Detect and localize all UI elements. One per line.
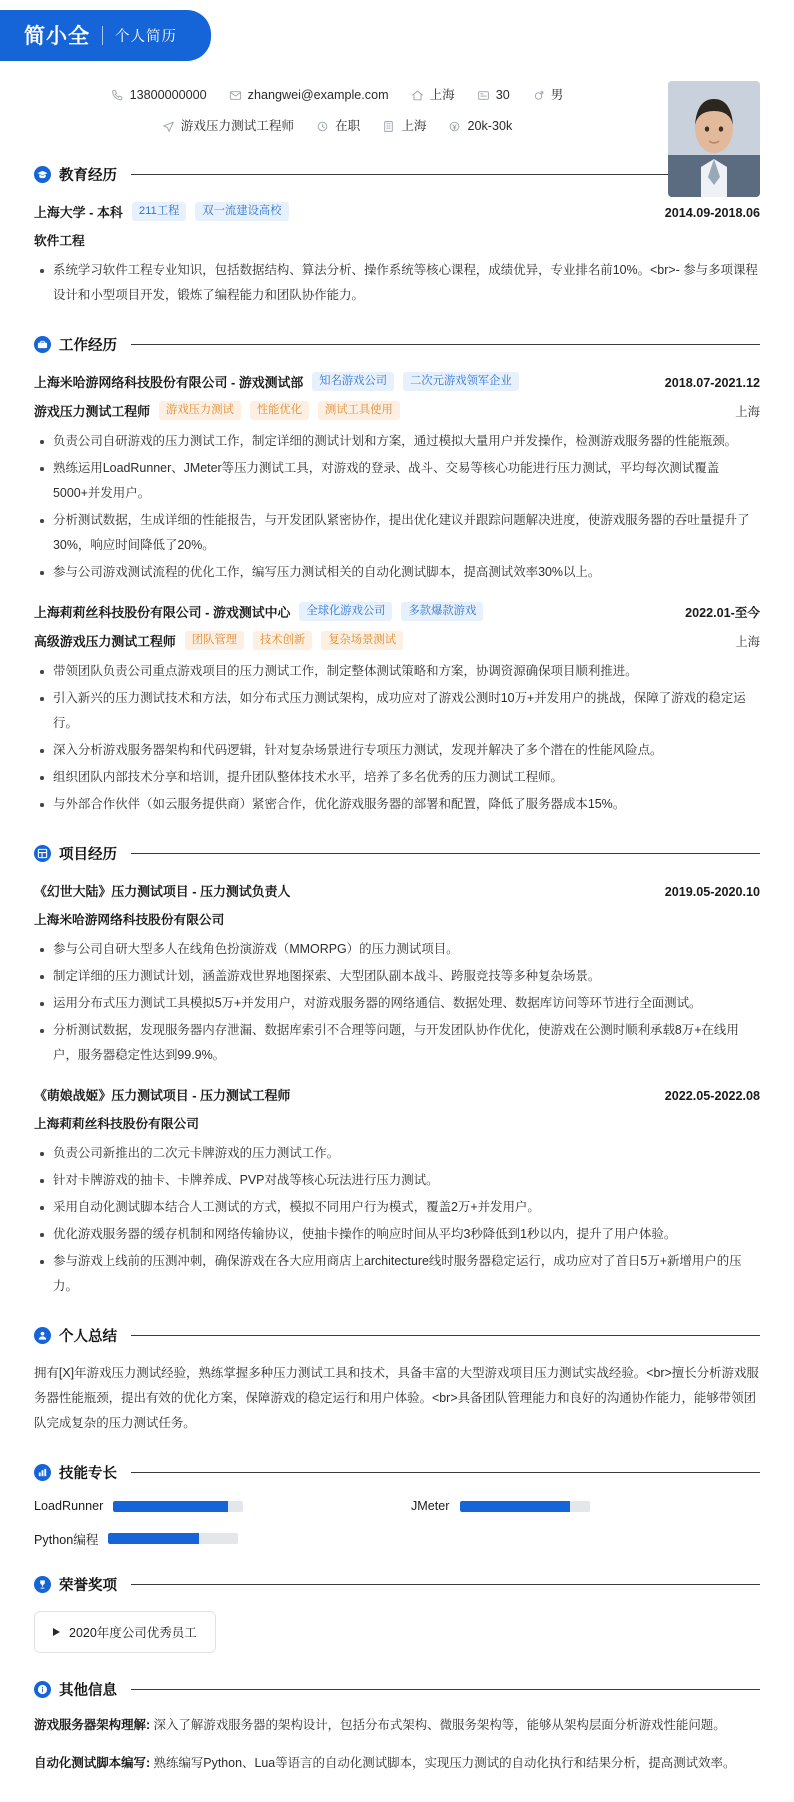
entry-left bbox=[34, 631, 403, 650]
contact-value: 上海 bbox=[429, 88, 455, 102]
entry-date: 2022.01-至今 bbox=[685, 606, 760, 620]
section-title-skills: 技能专长 bbox=[59, 1466, 117, 1482]
tag: 游戏压力测试 bbox=[159, 401, 241, 420]
section-work bbox=[0, 334, 794, 817]
section-other bbox=[0, 1679, 794, 1776]
entry-date: 2022.05-2022.08 bbox=[664, 1089, 760, 1103]
bullet-item: 组织团队内部技术分享和培训，提升团队整体技术水平，培养了多名优秀的压力测试工程师。 bbox=[34, 765, 760, 790]
section-project bbox=[0, 843, 794, 1299]
bullet-item: 负责公司自研游戏的压力测试工作，制定详细的测试计划和方案，通过模拟大量用户并发操作，检测游戏服务器的性能瓶颈。 bbox=[34, 429, 760, 454]
contact-value: 13800000000 bbox=[129, 88, 207, 102]
bullet-item: 分析测试数据，发现服务器内存泄漏、数据库索引不合理等问题，与开发团队协作优化，使游戏在公测时顺利承载8万+在线用户，服务器稳定性达到99.9%。 bbox=[34, 1018, 760, 1068]
bullet-item: 系统学习软件工程专业知识，包括数据结构、算法分析、操作系统等核心课程，成绩优异，专业排名前10%。<br>- 参与多项课程设计和小型项目开发，锻炼了编程能力和团队协作能力。 bbox=[34, 258, 760, 308]
contact-value: 男 bbox=[550, 88, 564, 102]
contact-item-phone bbox=[111, 83, 207, 107]
phone-icon bbox=[111, 89, 124, 102]
skill-progress-track bbox=[460, 1501, 590, 1512]
skill-name: Python编程 bbox=[34, 1533, 99, 1547]
skill-progress-track bbox=[113, 1501, 243, 1512]
money-icon bbox=[448, 120, 461, 133]
education-major: 软件工程 bbox=[34, 234, 85, 248]
bullet-item: 负责公司新推出的二次元卡牌游戏的压力测试工作。 bbox=[34, 1141, 760, 1166]
contact-value: 30 bbox=[495, 88, 510, 102]
bullet-item: 引入新兴的压力测试技术和方法，如分布式压力测试架构，成功应对了游戏公测时10万+并发用户的挑战，保障了游戏的稳定运行。 bbox=[34, 686, 760, 736]
skill-item bbox=[411, 1499, 760, 1513]
info-icon bbox=[34, 1681, 51, 1698]
education-entry bbox=[34, 202, 760, 308]
tag: 多款爆款游戏 bbox=[401, 602, 483, 621]
section-header-education bbox=[34, 164, 760, 185]
project-company: 上海米哈游网络科技股份有限公司 bbox=[34, 913, 225, 927]
award-card[interactable] bbox=[34, 1611, 216, 1653]
entry-date: 2018.07-2021.12 bbox=[664, 376, 760, 390]
tag: 双一流建设高校 bbox=[195, 202, 288, 221]
bullet-item: 针对卡牌游戏的抽卡、卡牌养成、PVP对战等核心玩法进行压力测试。 bbox=[34, 1168, 760, 1193]
contact-item-home bbox=[411, 83, 455, 107]
bullet-item: 深入分析游戏服务器架构和代码逻辑，针对复杂场景进行专项压力测试，发现并解决了多个潜在的性能风险点。 bbox=[34, 738, 760, 763]
entry-date: 2019.05-2020.10 bbox=[664, 885, 760, 899]
tag: 211工程 bbox=[132, 202, 187, 221]
section-awards bbox=[0, 1574, 794, 1653]
section-rule bbox=[131, 1335, 760, 1336]
bullet-item: 与外部合作伙伴（如云服务提供商）紧密合作，优化游戏服务器的部署和配置，降低了服务器成本15%。 bbox=[34, 792, 760, 817]
project-icon bbox=[34, 845, 51, 862]
contact-item-money bbox=[448, 114, 512, 138]
skill-progress-fill bbox=[460, 1501, 571, 1512]
contact-item-paper-plane bbox=[162, 114, 294, 138]
entry-header-row bbox=[34, 202, 760, 221]
project-entry bbox=[34, 1085, 760, 1299]
tag: 性能优化 bbox=[250, 401, 309, 420]
other-info-value: 深入了解游戏服务器的架构设计，包括分布式架构、微服务架构等，能够从架构层面分析游戏性能问题。 bbox=[150, 1718, 726, 1732]
award-card-list bbox=[34, 1611, 760, 1653]
entry-left bbox=[34, 1085, 290, 1104]
candidate-name: 简小全 bbox=[24, 25, 90, 48]
section-header-work bbox=[34, 334, 760, 355]
contact-line-2 bbox=[34, 114, 640, 138]
bullet-item: 采用自动化测试脚本结合人工测试的方式，模拟不同用户行为模式，覆盖2万+并发用户。 bbox=[34, 1195, 760, 1220]
section-header-summary bbox=[34, 1325, 760, 1346]
section-rule bbox=[131, 853, 760, 854]
summary-text: 拥有[X]年游戏压力测试经验，熟练掌握多种压力测试工具和技术，具备丰富的大型游戏项目压力测试实战经验。<br>擅长分析游戏服务器性能瓶颈，提出有效的优化方案，保障游戏的稳定运行和用户体验。<br>具备团队管理能力和良好的沟通协作能力，能够带领团队完成复杂的压力测试任务。 bbox=[34, 1366, 759, 1430]
contact-line-1 bbox=[34, 83, 640, 107]
entry-date: 2014.09-2018.06 bbox=[664, 206, 760, 220]
tag: 全球化游戏公司 bbox=[299, 602, 392, 621]
section-summary bbox=[0, 1325, 794, 1436]
work-position-title: 高级游戏压力测试工程师 bbox=[34, 634, 176, 649]
section-rule bbox=[131, 1584, 760, 1585]
id-card-icon bbox=[477, 89, 490, 102]
section-header-awards bbox=[34, 1574, 760, 1595]
paper-plane-icon bbox=[162, 120, 175, 133]
award-label: 2020年度公司优秀员工 bbox=[69, 1626, 197, 1640]
bullet-item: 参与公司自研大型多人在线角色扮演游戏（MMORPG）的压力测试项目。 bbox=[34, 937, 760, 962]
tag: 复杂场景测试 bbox=[321, 631, 403, 650]
gender-icon bbox=[532, 89, 545, 102]
bullet-item: 带领团队负责公司重点游戏项目的压力测试工作，制定整体测试策略和方案，协调资源确保项目顺利推进。 bbox=[34, 659, 760, 684]
bullet-list bbox=[34, 1141, 760, 1299]
tag: 团队管理 bbox=[185, 631, 244, 650]
work-entry-list bbox=[34, 372, 760, 817]
skill-name: LoadRunner bbox=[34, 1499, 104, 1513]
work-location: 上海 bbox=[735, 634, 760, 649]
entry-left bbox=[34, 602, 483, 621]
contact-item-email bbox=[229, 83, 389, 107]
skill-progress-fill bbox=[108, 1533, 199, 1544]
section-title-summary: 个人总结 bbox=[59, 1329, 117, 1345]
bullet-list bbox=[34, 659, 760, 817]
bullet-item: 运用分布式压力测试工具模拟5万+并发用户，对游戏服务器的网络通信、数据处理、数据库访问等环节进行全面测试。 bbox=[34, 991, 760, 1016]
home-icon bbox=[411, 89, 424, 102]
play-triangle-icon bbox=[53, 1628, 60, 1636]
entry-header-row bbox=[34, 881, 760, 900]
resume-name-badge bbox=[0, 10, 211, 61]
project-entry-list bbox=[34, 881, 760, 1299]
section-title-education: 教育经历 bbox=[59, 168, 117, 184]
section-title-project: 项目经历 bbox=[59, 847, 117, 863]
section-header-other bbox=[34, 1679, 760, 1700]
entry-header-row bbox=[34, 372, 760, 391]
entry-title: 《萌娘战姬》压力测试项目 - 压力测试工程师 bbox=[34, 1088, 291, 1103]
tag: 测试工具使用 bbox=[318, 401, 400, 420]
work-position-row bbox=[34, 401, 760, 420]
badge-divider bbox=[102, 26, 103, 45]
entry-left bbox=[34, 372, 519, 391]
section-rule bbox=[131, 1472, 760, 1473]
bullet-item: 制定详细的压力测试计划，涵盖游戏世界地图探索、大型团队副本战斗、跨服竞技等多种复杂场景。 bbox=[34, 964, 760, 989]
entry-left bbox=[34, 401, 400, 420]
other-info-list bbox=[34, 1713, 760, 1776]
section-header-project bbox=[34, 843, 760, 864]
work-entry bbox=[34, 602, 760, 817]
contact-value: zhangwei@example.com bbox=[247, 88, 389, 102]
entry-header-row bbox=[34, 1085, 760, 1104]
section-header-skills bbox=[34, 1462, 760, 1483]
work-position-title: 游戏压力测试工程师 bbox=[34, 404, 151, 419]
entry-title: 《幻世大陆》压力测试项目 - 压力测试负责人 bbox=[34, 884, 291, 899]
entry-left bbox=[34, 881, 290, 900]
contact-item-building bbox=[382, 114, 426, 138]
contact-value: 20k-30k bbox=[467, 119, 513, 133]
entry-title: 上海米哈游网络科技股份有限公司 - 游戏测试部 bbox=[34, 375, 304, 390]
section-rule bbox=[131, 1689, 760, 1690]
other-info-value: 熟练编写Python、Lua等语言的自动化测试脚本，实现压力测试的自动化执行和结果分析，提高测试效率。 bbox=[150, 1756, 736, 1770]
section-title-other: 其他信息 bbox=[59, 1683, 117, 1699]
bullet-item: 熟练运用LoadRunner、JMeter等压力测试工具，对游戏的登录、战斗、交易等核心功能进行压力测试，平均每次测试覆盖5000+并发用户。 bbox=[34, 456, 760, 506]
chart-icon bbox=[34, 1464, 51, 1481]
graduation-cap-icon bbox=[34, 166, 51, 183]
bullet-item: 参与公司游戏测试流程的优化工作，编写压力测试相关的自动化测试脚本，提高测试效率30%以上。 bbox=[34, 560, 760, 585]
work-entry bbox=[34, 372, 760, 585]
section-rule bbox=[131, 174, 760, 175]
other-info-label: 游戏服务器架构理解: bbox=[34, 1718, 151, 1732]
tag: 二次元游戏领军企业 bbox=[403, 372, 519, 391]
education-entry-list bbox=[34, 202, 760, 308]
bullet-list bbox=[34, 258, 760, 308]
skill-progress-fill bbox=[113, 1501, 227, 1512]
tag: 技术创新 bbox=[253, 631, 312, 650]
bullet-list bbox=[34, 429, 760, 585]
briefcase-icon bbox=[34, 336, 51, 353]
other-info-label: 自动化测试脚本编写: bbox=[34, 1756, 151, 1770]
section-skills bbox=[0, 1462, 794, 1548]
entry-header-row bbox=[34, 602, 760, 621]
skill-item bbox=[34, 1499, 383, 1513]
contact-value: 游戏压力测试工程师 bbox=[180, 119, 295, 133]
skills-list bbox=[34, 1499, 760, 1548]
email-icon bbox=[229, 89, 242, 102]
bullet-list bbox=[34, 937, 760, 1068]
skill-progress-track bbox=[108, 1533, 238, 1544]
project-entry bbox=[34, 881, 760, 1068]
skill-item bbox=[34, 1529, 383, 1548]
avatar-photo bbox=[668, 81, 760, 197]
status-icon bbox=[316, 120, 329, 133]
entry-title: 上海大学 - 本科 bbox=[34, 205, 123, 220]
skill-name: JMeter bbox=[411, 1499, 450, 1513]
contact-item-gender bbox=[532, 83, 564, 107]
contact-value: 上海 bbox=[401, 119, 427, 133]
contact-area bbox=[0, 61, 794, 138]
trophy-icon bbox=[34, 1576, 51, 1593]
project-company: 上海莉莉丝科技股份有限公司 bbox=[34, 1117, 199, 1131]
entry-left bbox=[34, 202, 289, 221]
contact-item-id-card bbox=[477, 83, 510, 107]
contact-value: 在职 bbox=[335, 119, 361, 133]
tag: 知名游戏公司 bbox=[312, 372, 394, 391]
bullet-item: 优化游戏服务器的缓存机制和网络传输协议，使抽卡操作的响应时间从平均3秒降低到1秒以内，提升了用户体验。 bbox=[34, 1222, 760, 1247]
bullet-item: 分析测试数据，生成详细的性能报告，与开发团队紧密协作，提出优化建议并跟踪问题解决进度，使游戏服务器的吞吐量提升了30%，响应时间降低了20%。 bbox=[34, 508, 760, 558]
user-icon bbox=[34, 1327, 51, 1344]
section-rule bbox=[131, 344, 760, 345]
work-position-row bbox=[34, 631, 760, 650]
resume-subtitle: 个人简历 bbox=[115, 28, 177, 45]
entry-title: 上海莉莉丝科技股份有限公司 - 游戏测试中心 bbox=[34, 605, 291, 620]
other-info-item bbox=[34, 1751, 760, 1776]
work-location: 上海 bbox=[735, 404, 760, 419]
section-title-work: 工作经历 bbox=[59, 338, 117, 354]
contact-item-status bbox=[316, 114, 360, 138]
section-title-awards: 荣誉奖项 bbox=[59, 1578, 117, 1594]
building-icon bbox=[382, 120, 395, 133]
bullet-item: 参与游戏上线前的压测冲刺，确保游戏在各大应用商店上architecture线时服务器稳定运行，成功应对了首日5万+新增用户的压力。 bbox=[34, 1249, 760, 1299]
